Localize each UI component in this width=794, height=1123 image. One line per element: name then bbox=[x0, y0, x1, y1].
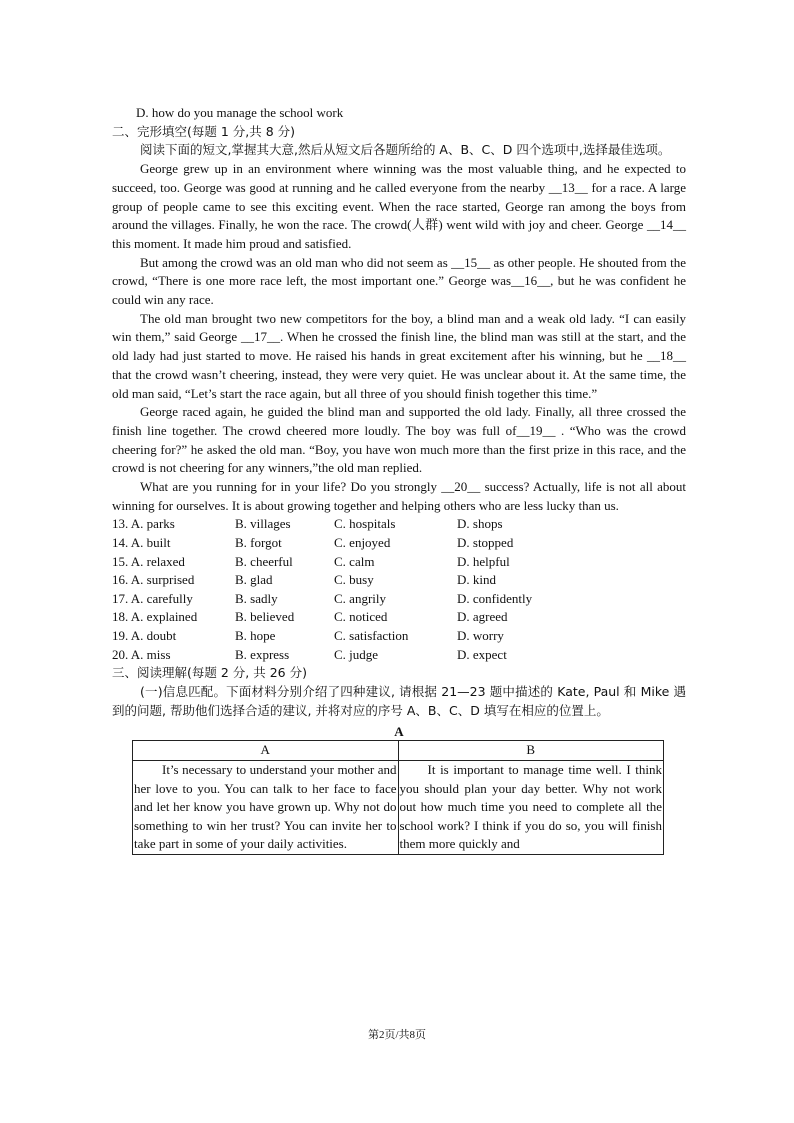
option-c: C. hospitals bbox=[334, 516, 396, 532]
option-b: B. villages bbox=[235, 516, 291, 532]
option-a: 13. A. parks bbox=[112, 516, 175, 532]
option-a: 16. A. surprised bbox=[112, 572, 195, 588]
option-c: C. satisfaction bbox=[334, 628, 409, 644]
page-footer: 第2页/共8页 bbox=[367, 1029, 427, 1041]
option-b: B. express bbox=[235, 646, 290, 662]
option-a: 18. A. explained bbox=[112, 609, 198, 625]
option-c: C. enjoyed bbox=[334, 535, 391, 551]
cloze-paragraph: George raced again, he guided the blind man and supported the old lady. Finally, all three crossed the finish line together. The crowd cheered more loudly. The boy was full of__19__ . “Who was the crowd cheering for?” he asked the old man. “Boy, you have won much more than the first prize in this race, and the crowd is not cheering for any winners,”the old man replied. bbox=[112, 404, 686, 476]
option-row bbox=[112, 534, 686, 553]
option-row bbox=[112, 608, 686, 627]
option-c: C. judge bbox=[334, 646, 379, 662]
option-c: C. noticed bbox=[334, 609, 388, 625]
exam-page bbox=[112, 104, 686, 855]
option-a: 20. A. miss bbox=[112, 646, 171, 662]
option-d: D. stopped bbox=[457, 535, 514, 551]
option-a: 17. A. carefully bbox=[112, 590, 193, 606]
option-a: 14. A. built bbox=[112, 535, 171, 551]
option-d: D. expect bbox=[457, 646, 507, 662]
option-c: C. angrily bbox=[334, 590, 386, 606]
option-b: B. cheerful bbox=[235, 553, 293, 569]
option-b: B. glad bbox=[235, 572, 273, 588]
option-d: D. helpful bbox=[457, 553, 510, 569]
previous-question-option: D. how do you manage the school work bbox=[136, 105, 344, 120]
option-b: B. hope bbox=[235, 628, 276, 644]
cloze-paragraph: George grew up in an environment where winning was the most valuable thing, and he expected to succeed, too. George was good at running and he called everyone from the nearby __13__ for a race. A large group of people came to see this exciting event. When the race started, George ran among the boys from around the villages. Finally, he won the race. The crowd(人群) went wild with joy and cheer. George __14__ this moment. It made him proud and satisfied. bbox=[112, 161, 686, 251]
option-d: D. worry bbox=[457, 628, 504, 644]
advice-a-header: A bbox=[133, 741, 399, 761]
option-c: C. calm bbox=[334, 553, 375, 569]
option-a: 15. A. relaxed bbox=[112, 553, 185, 569]
cloze-paragraph: The old man brought two new competitors for the boy, a blind man and a weak old lady. “I can easily win them,” said George __17__. When he crossed the finish line, the blind man was still at the start, and the old lady had just started to move. He raised his hands in great excitement after his winning, but he __18__ that the crowd wasn’t cheering, instead, they were very quiet. He was unclear about it. At the same time, the old man said, “Let’s start the race again, but all three of you should finish together this time.” bbox=[112, 310, 686, 401]
option-a: 19. A. doubt bbox=[112, 628, 177, 644]
option-b: B. sadly bbox=[235, 590, 278, 606]
cloze-options bbox=[112, 515, 686, 664]
option-row bbox=[112, 646, 686, 665]
advice-b-body: It is important to manage time well. I think you should plan your day better. Why not work out how much time you need to complete all the school work? I think if you do so, you will finish them more quickly and bbox=[399, 761, 662, 852]
option-row bbox=[112, 627, 686, 646]
advice-a-text bbox=[133, 760, 399, 854]
option-row bbox=[112, 515, 686, 534]
cloze-paragraph: What are you running for in your life? Do you strongly __20__ success? Actually, life is not all about winning for ourselves. It is about growing together and helping others who are less lucky than us. bbox=[112, 479, 686, 513]
option-d: D. shops bbox=[457, 516, 503, 532]
option-row bbox=[112, 571, 686, 590]
reading-instruction: (一)信息匹配。下面材料分别介绍了四种建议, 请根据 21—23 题中描述的 Kate, Paul 和 Mike 遇到的问题, 帮助他们选择合适的建议, 并将对应的序号 A、B、C、D 填写在相应的位置上。 bbox=[112, 683, 686, 718]
option-d: D. agreed bbox=[457, 609, 508, 625]
cloze-heading: 二、完形填空(每题 1 分,共 8 分) bbox=[112, 123, 296, 139]
cloze-instruction: 阅读下面的短文,掌握其大意,然后从短文后各题所给的 A、B、C、D 四个选项中,选择最佳选项。 bbox=[140, 142, 671, 158]
reading-heading: 三、阅读理解(每题 2 分, 共 26 分) bbox=[112, 665, 307, 681]
option-row bbox=[112, 553, 686, 572]
section-label: A bbox=[394, 724, 404, 740]
option-d: D. confidently bbox=[457, 590, 533, 606]
advice-a-body: It’s necessary to understand your mother and her love to you. You can talk to her face to face and let her know you have grown up. Why not do something to win her trust? You can invite her to take part in some of your daily activities. bbox=[134, 761, 397, 852]
advice-table bbox=[132, 740, 664, 855]
option-row bbox=[112, 590, 686, 609]
option-d: D. kind bbox=[457, 572, 496, 588]
advice-b-text bbox=[398, 760, 664, 854]
cloze-passage bbox=[112, 160, 686, 515]
option-b: B. forgot bbox=[235, 535, 282, 551]
advice-b-header: B bbox=[398, 741, 664, 761]
option-c: C. busy bbox=[334, 572, 374, 588]
cloze-paragraph: But among the crowd was an old man who did not seem as __15__ as other people. He shouted from the crowd, “There is one more race left, the most important one.” George was__16__, but he was confident he could win any race. bbox=[112, 254, 686, 308]
option-b: B. believed bbox=[235, 609, 295, 625]
